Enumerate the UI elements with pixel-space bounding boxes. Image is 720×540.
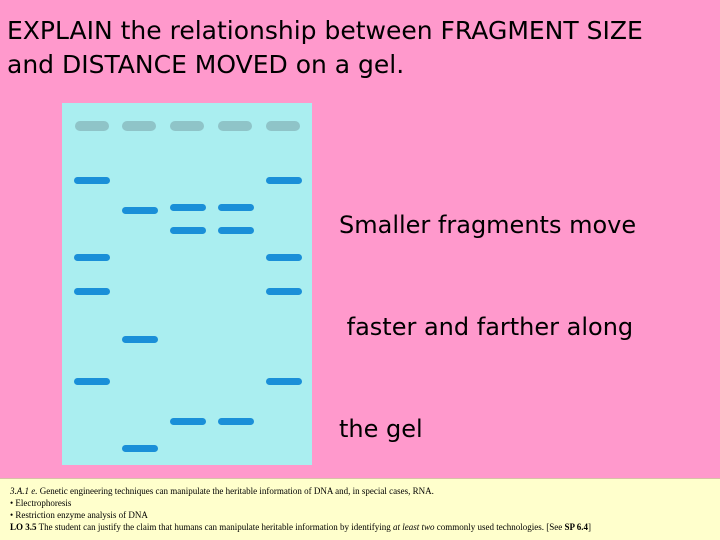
footer-lo-text-before: The student can justify the claim that humans can manipulate heritable information by identifying (38, 522, 391, 532)
slide-title (7, 14, 717, 82)
gel-band (266, 288, 302, 295)
gel-band (122, 336, 158, 343)
footer-lo-end: ] (588, 522, 592, 532)
title-line-1: EXPLAIN the relationship between FRAGMENT SIZE (7, 16, 643, 45)
title-line-2: and DISTANCE MOVED on a gel. (7, 50, 405, 79)
gel-band (74, 378, 110, 385)
explanation-line-2: faster and farther along (339, 313, 634, 341)
gel-well (218, 121, 252, 131)
gel-well (75, 121, 109, 131)
gel-well (122, 121, 156, 131)
footer-line-1-text: Genetic engineering techniques can manipulate the heritable information of DNA and, in special cases, RNA. (39, 486, 434, 496)
gel-band (218, 204, 254, 211)
gel-band (218, 227, 254, 234)
footer-sp-label: SP 6.4 (564, 522, 589, 532)
footer-lo-line (10, 521, 720, 533)
explanation-line-1: Smaller fragments move (339, 211, 637, 239)
gel-band (170, 227, 206, 234)
gel-diagram (62, 103, 312, 465)
gel-band (122, 207, 158, 214)
gel-band (170, 418, 206, 425)
gel-well (170, 121, 204, 131)
gel-well (266, 121, 300, 131)
gel-band (74, 177, 110, 184)
footer-lo-text-after: commonly used technologies. [See (436, 522, 563, 532)
footer-lo-italic: at least two (393, 522, 435, 532)
footer-line-1 (10, 485, 720, 497)
standards-footer (0, 478, 720, 540)
explanation-text (339, 140, 699, 480)
gel-band (218, 418, 254, 425)
footer-bullet-1: • Electrophoresis (10, 498, 72, 508)
gel-band (74, 288, 110, 295)
footer-code: 3.A.1 e. (10, 486, 38, 496)
gel-band (170, 204, 206, 211)
gel-band (266, 254, 302, 261)
explanation-line-3: the gel (339, 415, 423, 443)
gel-band (122, 445, 158, 452)
gel-band (266, 378, 302, 385)
gel-band (74, 254, 110, 261)
gel-band (266, 177, 302, 184)
footer-bullet-2: • Restriction enzyme analysis of DNA (10, 510, 148, 520)
footer-lo-label: LO 3.5 (10, 522, 37, 532)
